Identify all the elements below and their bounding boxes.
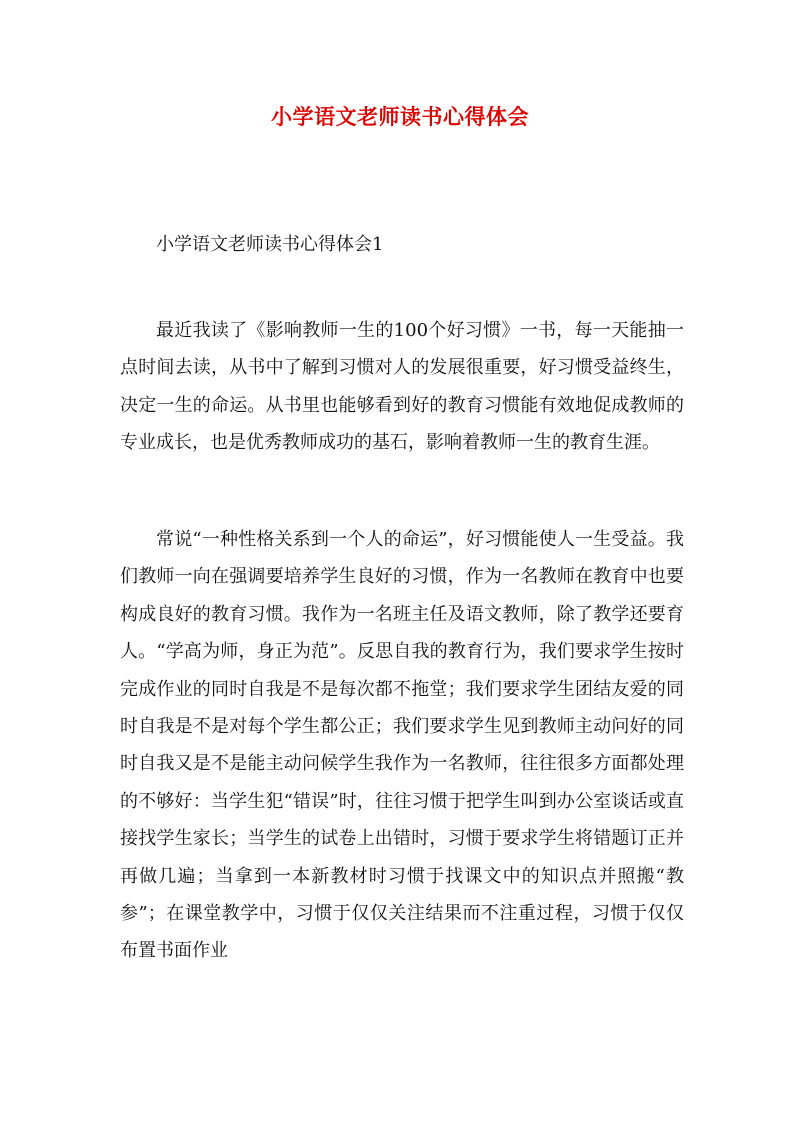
document-title: 小学语文老师读书心得体会 — [271, 104, 529, 129]
paragraph-2: 常说“一种性格关系到一个人的命运”，好习惯能使人一生受益。我们教师一向在强调要培养学生良好的习惯，作为一名教师在教育中也要构成良好的教育习惯。我作为一名班主任及语文教师，除了教学还要育人。“学高为师，身正为范”。反思自我的教育行为，我们要求学生按时完成作业的同时自我是不是每次都不拖堂；我们要求学生团结友爱的同时自我是不是对每个学生都公正；我们要求学生见到教师主动问好的同时自我又是不是能主动问候学生我作为一名教师，往往很多方面都处理的不够好：当学生犯“错误”时，往往习惯于把学生叫到办公室谈话或直接找学生家长；当学生的试卷上出错时，习惯于要求学生将错题订正并再做几遍；当拿到一本新教材时习惯于找课文中的知识点并照搬“教参”；在课堂教学中，习惯于仅仅关注结果而不注重过程，习惯于仅仅布置书面作业 — [120, 529, 684, 962]
section-heading: 小学语文老师读书心得体会1 — [156, 234, 384, 255]
paragraph-1: 最近我读了《影响教师一生的100个好习惯》一书，每一天能抽一点时间去读，从书中了解到习惯对人的发展很重要，好习惯受益终生，决定一生的命运。从书里也能够看到好的教育习惯能有效地促成教师的专业成长，也是优秀教师成功的基石，影响着教师一生的教育生涯。 — [120, 320, 684, 454]
